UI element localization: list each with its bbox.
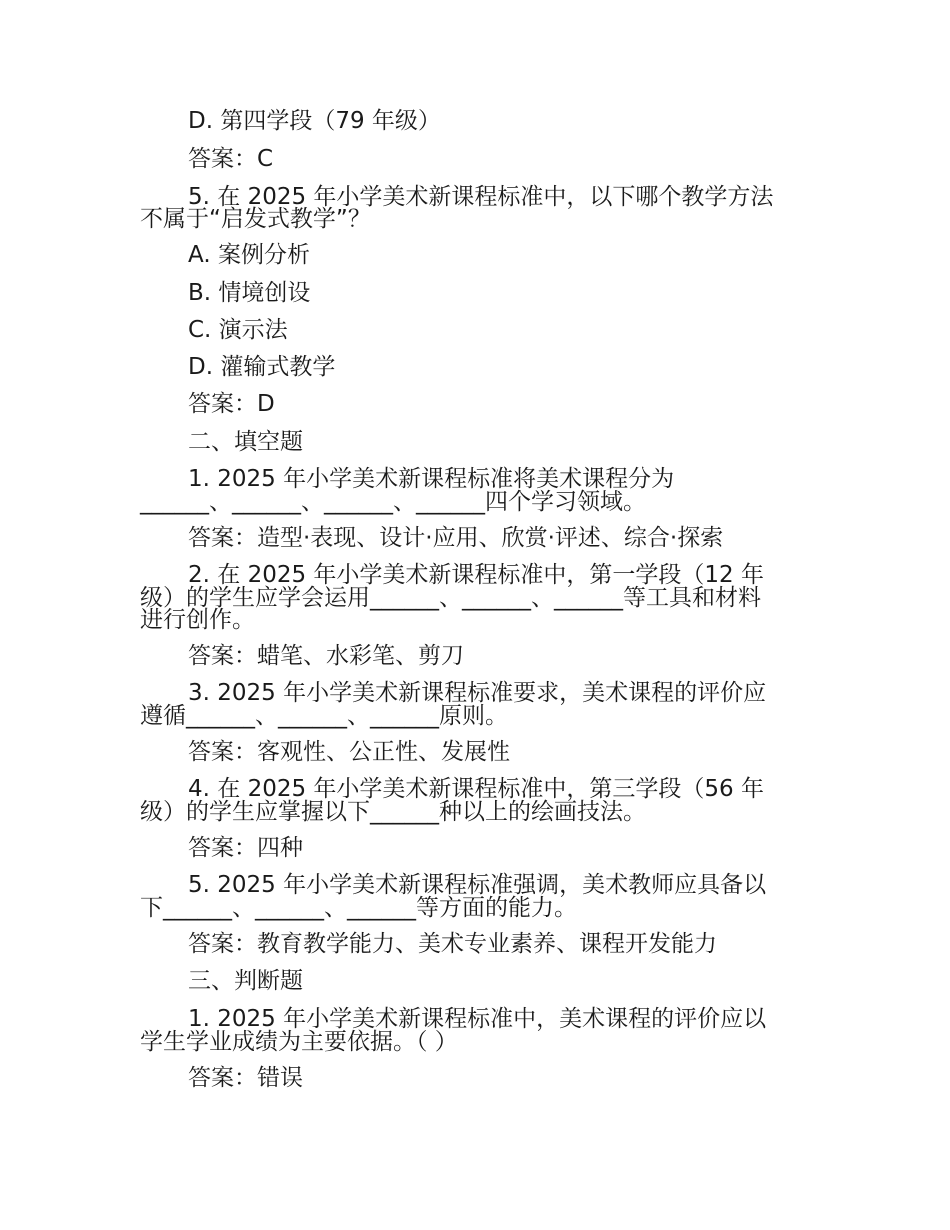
option-a-q5: A. 案例分析: [188, 242, 310, 268]
option-d-q5: D. 灌输式教学: [188, 354, 336, 380]
judge-1-stem-continued: 学生学业成绩为主要依据。（ ）: [140, 1029, 458, 1055]
fill-5-stem: 5. 2025 年小学美术新课程标准强调，美术教师应具备以: [188, 872, 767, 898]
answer-q4: 答案：C: [188, 146, 274, 172]
fill-1-stem-continued: ______、______、______、______四个学习领域。: [140, 489, 646, 515]
answer-fill-4: 答案：四种: [188, 835, 303, 861]
fill-2-stem-continued: 级）的学生应学会运用______、______、______等工具和材料: [140, 585, 761, 611]
question-5-stem: 5. 在 2025 年小学美术新课程标准中，以下哪个教学方法: [188, 184, 774, 210]
fill-5-stem-continued: 下______、______、______等方面的能力。: [140, 895, 577, 921]
section-heading-true-false: 三、判断题: [188, 968, 303, 994]
fill-1-stem: 1. 2025 年小学美术新课程标准将美术课程分为: [188, 466, 675, 492]
option-d-q4: D. 第四学段（79 年级）: [188, 108, 441, 134]
fill-4-stem: 4. 在 2025 年小学美术新课程标准中，第三学段（56 年: [188, 776, 764, 802]
option-b-q5: B. 情境创设: [188, 280, 311, 306]
answer-judge-1: 答案：错误: [188, 1065, 303, 1091]
answer-fill-3: 答案：客观性、公正性、发展性: [188, 739, 510, 765]
answer-q5: 答案：D: [188, 391, 275, 417]
option-c-q5: C. 演示法: [188, 317, 288, 343]
answer-fill-1: 答案：造型·表现、设计·应用、欣赏·评述、综合·探索: [188, 525, 724, 551]
fill-3-stem: 3. 2025 年小学美术新课程标准要求，美术课程的评价应: [188, 680, 767, 706]
fill-2-stem-continued-2: 进行创作。: [140, 607, 255, 633]
fill-2-stem: 2. 在 2025 年小学美术新课程标准中，第一学段（12 年: [188, 562, 764, 588]
fill-3-stem-continued: 遵循______、______、______原则。: [140, 703, 508, 729]
answer-fill-2: 答案：蜡笔、水彩笔、剪刀: [188, 643, 464, 669]
answer-fill-5: 答案：教育教学能力、美术专业素养、课程开发能力: [188, 931, 717, 957]
question-5-stem-continued: 不属于“启发式教学”？: [140, 206, 371, 232]
section-heading-fill-in: 二、填空题: [188, 429, 303, 455]
judge-1-stem: 1. 2025 年小学美术新课程标准中，美术课程的评价应以: [188, 1006, 767, 1032]
fill-4-stem-continued: 级）的学生应掌握以下______种以上的绘画技法。: [140, 799, 646, 825]
